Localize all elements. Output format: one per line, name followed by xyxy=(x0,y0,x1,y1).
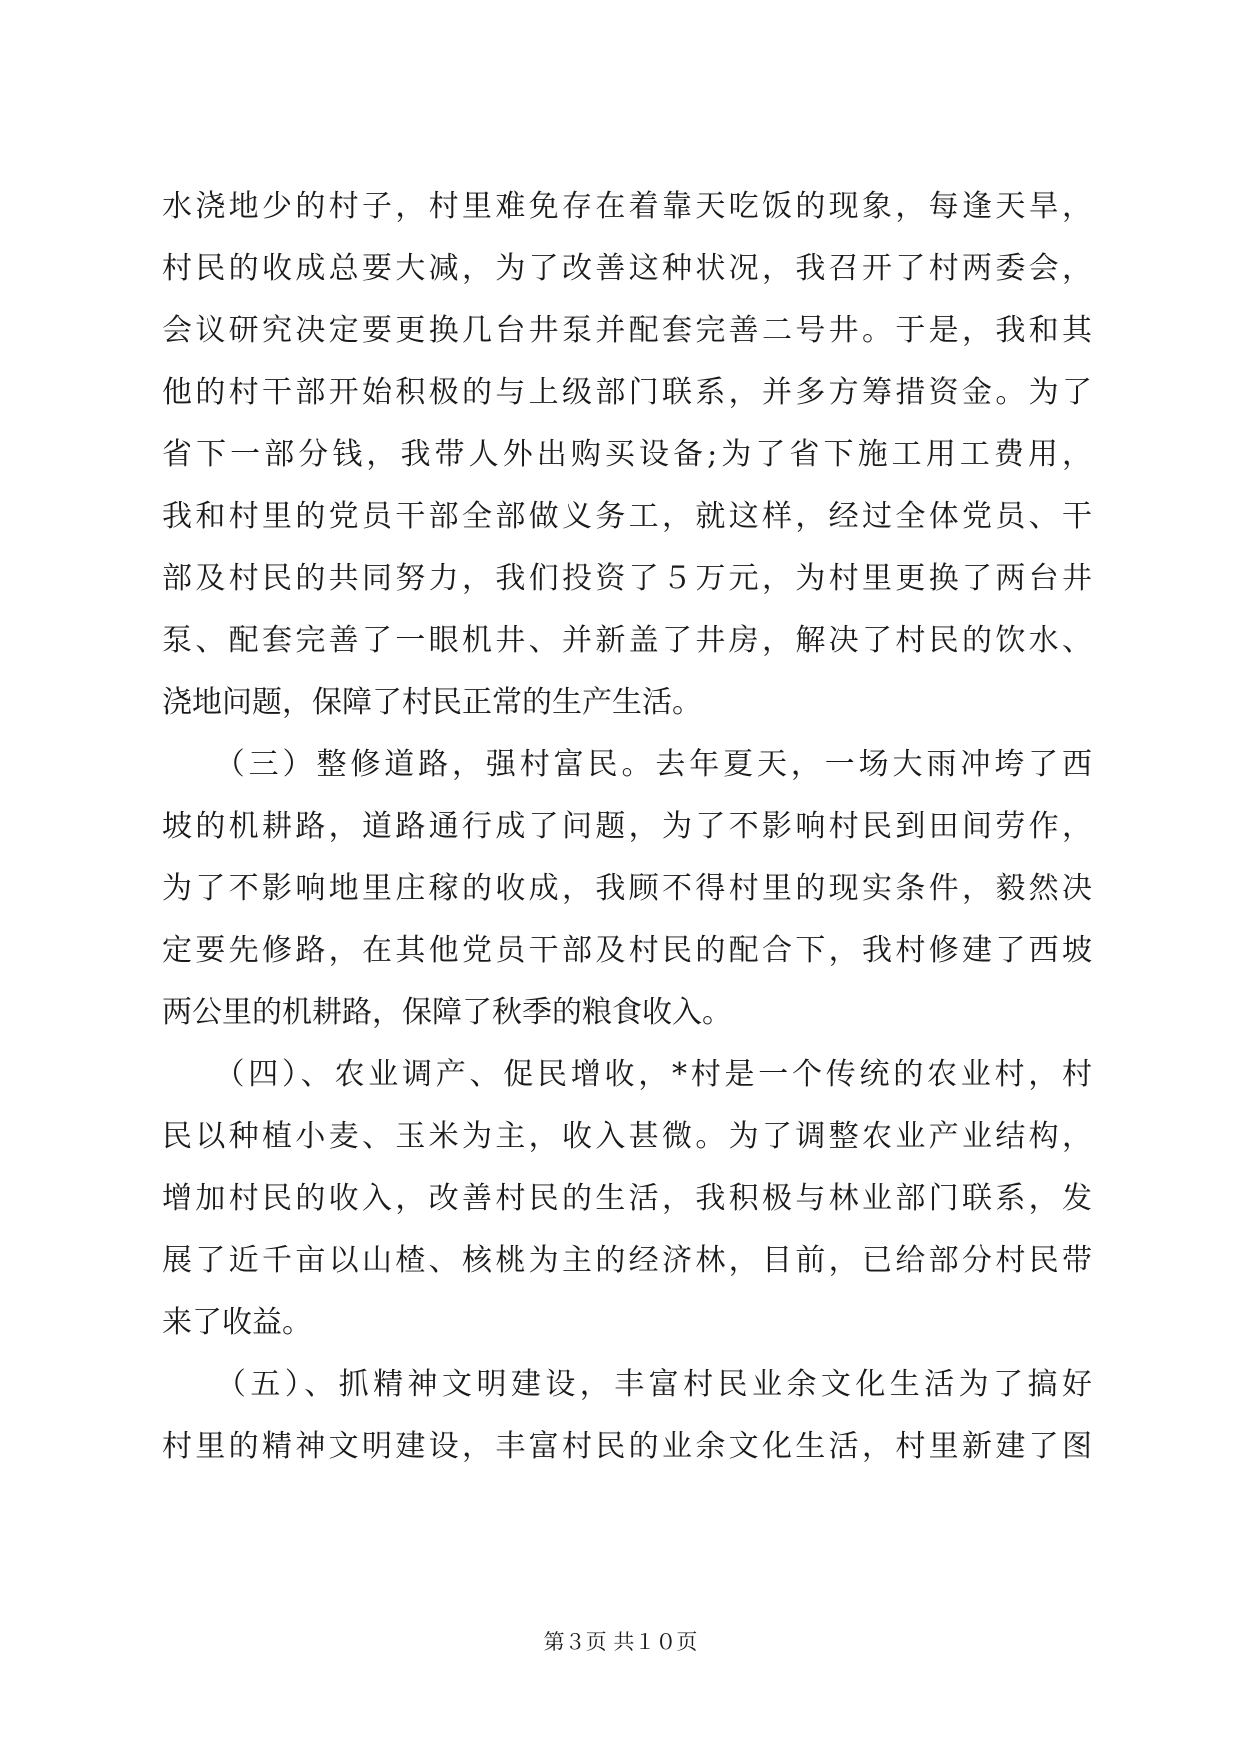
text-line: 我和村里的党员干部全部做义务工，就这样，经过全体党员、干 xyxy=(162,499,1092,534)
text-line: 两公里的机耕路，保障了秋季的粮食收入。 xyxy=(162,995,732,1030)
text-line: 浇地问题，保障了村民正常的生产生活。 xyxy=(162,685,702,720)
text-line: 村民的收成总要大减，为了改善这种状况，我召开了村两委会， xyxy=(162,251,1092,286)
text-line: 会议研究决定要更换几台井泵并配套完善二号井。于是，我和其 xyxy=(162,313,1092,348)
text-line: （三）整修道路，强村富民。去年夏天，一场大雨冲垮了西 xyxy=(162,747,1092,782)
text-line: （四）、农业调产、促民增收，*村是一个传统的农业村，村 xyxy=(162,1057,1092,1092)
text-line: 增加村民的收入，改善村民的生活，我积极与林业部门联系，发 xyxy=(162,1181,1092,1216)
text-line: 部及村民的共同努力，我们投资了５万元，为村里更换了两台井 xyxy=(162,561,1092,596)
text-line: 村里的精神文明建设，丰富村民的业余文化生活，村里新建了图 xyxy=(162,1429,1092,1464)
text-line: 来了收益。 xyxy=(162,1305,312,1340)
page-number: 第３页 共１０页 xyxy=(543,1630,698,1654)
text-line: 展了近千亩以山楂、核桃为主的经济林，目前，已给部分村民带 xyxy=(162,1243,1092,1278)
text-line: 为了不影响地里庄稼的收成，我顾不得村里的现实条件，毅然决 xyxy=(162,871,1092,906)
text-line: 民以种植小麦、玉米为主，收入甚微。为了调整农业产业结构， xyxy=(162,1119,1092,1154)
text-line: 定要先修路，在其他党员干部及村民的配合下，我村修建了西坡 xyxy=(162,933,1092,968)
text-line: 泵、配套完善了一眼机井、并新盖了井房，解决了村民的饮水、 xyxy=(162,623,1092,658)
text-line: 他的村干部开始积极的与上级部门联系，并多方筹措资金。为了 xyxy=(162,375,1092,410)
text-line: 水浇地少的村子，村里难免存在着靠天吃饭的现象，每逢天旱， xyxy=(162,189,1092,224)
text-line: 省下一部分钱，我带人外出购买设备;为了省下施工用工费用， xyxy=(162,437,1092,472)
body-text xyxy=(162,176,1092,1478)
text-line: 坡的机耕路，道路通行成了问题，为了不影响村民到田间劳作， xyxy=(162,809,1092,844)
page-footer xyxy=(0,1626,1241,1656)
text-line: （五）、抓精神文明建设，丰富村民业余文化生活为了搞好 xyxy=(162,1367,1092,1402)
